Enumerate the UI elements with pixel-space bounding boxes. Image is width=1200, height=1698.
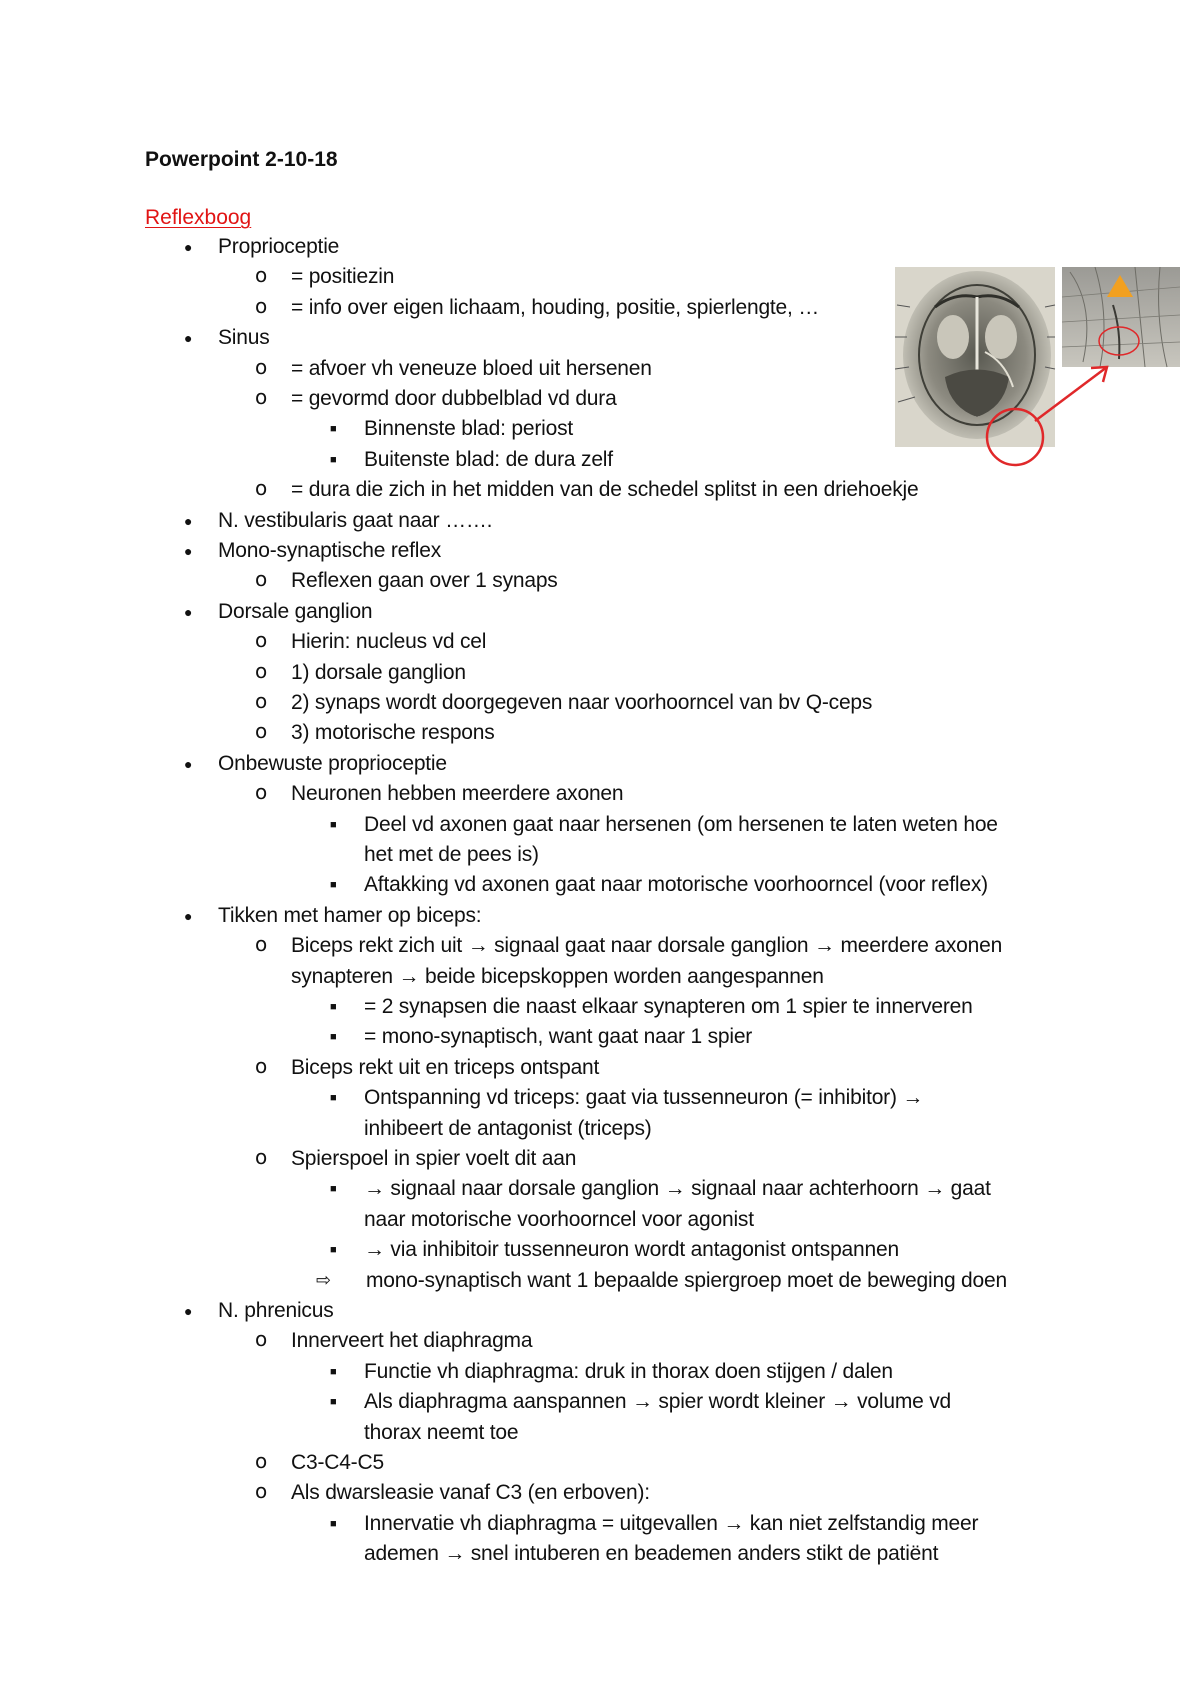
outline-line-level-2: 2) synaps wordt doorgegeven naar voorhoorncel van bv Q-ceps (291, 691, 873, 714)
bullet-marker: ■ (330, 879, 337, 892)
outline-line-level-3: Als diaphragma aanspannen → spier wordt kleiner → volume vd (364, 1390, 952, 1414)
outline-line-level-3: ademen → snel intuberen en beademen anders stikt de patiënt (364, 1542, 939, 1566)
outline-line-level-1: Mono-synaptische reflex (218, 539, 442, 562)
bullet-marker: ■ (330, 453, 337, 466)
outline-line-level-3: inhibeert de antagonist (triceps) (364, 1116, 652, 1140)
bullet-marker: ● (184, 330, 193, 347)
bullet-marker: ● (184, 603, 193, 620)
bullet-marker: ⇨ (316, 1269, 332, 1291)
outline-line-level-2: = info over eigen lichaam, houding, positie, spierlengte, … (291, 295, 820, 319)
bullet-marker: o (255, 719, 268, 744)
bullet-marker: o (255, 567, 268, 592)
outline-line-level-arrow: mono-synaptisch want 1 bepaalde spiergroep moet de beweging doen (366, 1268, 1007, 1292)
outline-line-level-2: Biceps rekt zich uit → signaal gaat naar dorsale ganglion → meerdere axonen (291, 934, 1003, 958)
outline-line-level-1: Sinus (218, 326, 270, 350)
outline-line-level-3: Binnenste blad: periost (364, 417, 574, 441)
outline-line-level-2: Biceps rekt uit en triceps ontspant (291, 1055, 600, 1079)
bullet-marker: ■ (330, 1031, 337, 1044)
outline-line-level-2: Innerveert het diaphragma (291, 1329, 533, 1353)
outline-line-level-3: Ontspanning vd triceps: gaat via tussenneuron (= inhibitor) → (364, 1086, 924, 1110)
outline-line-level-3: het met de pees is) (364, 843, 539, 866)
outline-line-level-1: N. vestibularis gaat naar ……. (218, 508, 493, 532)
bullet-marker: ■ (330, 423, 337, 436)
outline-line-level-2: Reflexen gaan over 1 synaps (291, 569, 558, 593)
outline-line-level-3: Deel vd axonen gaat naar hersenen (om hersenen te laten weten hoe (364, 812, 998, 836)
bullet-marker: ● (184, 239, 193, 255)
bullet-marker: o (255, 780, 268, 805)
bullet-marker: o (255, 1449, 268, 1473)
bullet-marker: o (255, 1053, 268, 1078)
bullet-marker: o (255, 476, 268, 501)
outline-line-level-3: thorax neemt toe (364, 1420, 519, 1444)
outline-line-level-1: Onbewuste proprioceptie (218, 751, 447, 775)
bullet-marker: o (255, 658, 268, 683)
outline-line-level-1: Dorsale ganglion (218, 599, 373, 623)
bullet-marker: ■ (330, 1092, 337, 1105)
outline-line-level-3: Innervatie vh diaphragma = uitgevallen → kan niet zelfstandig meer (364, 1511, 979, 1535)
outline-line-level-3: = 2 synapsen die naast elkaar synapteren om 1 spier te innerveren (364, 995, 973, 1018)
bullet-marker: ■ (330, 1244, 337, 1257)
outline-line-level-3: Functie vh diaphragma: druk in thorax doen stijgen / dalen (364, 1359, 893, 1383)
outline-line-level-2: Als dwarsleasie vanaf C3 (en erboven): (291, 1481, 650, 1505)
outline-line-level-3: → signaal naar dorsale ganglion → signaal naar achterhoorn → gaat (364, 1177, 991, 1201)
bullet-marker: o (255, 689, 268, 713)
bullet-marker: ● (184, 512, 193, 529)
bullet-marker: o (255, 932, 268, 957)
bullet-marker: ● (184, 543, 193, 559)
bullet-marker: ● (184, 1303, 193, 1319)
section-heading: Reflexboog (145, 206, 252, 229)
outline-line-level-2: = dura die zich in het midden van de schedel splitst in een driehoekje (291, 478, 919, 502)
outline-line-level-3: = mono-synaptisch, want gaat naar 1 spier (364, 1025, 753, 1049)
outline-line-level-1: N. phrenicus (218, 1299, 334, 1322)
document-title: Powerpoint 2-10-18 (145, 148, 338, 171)
bullet-marker: o (255, 354, 268, 379)
bullet-marker: ■ (330, 1183, 337, 1196)
outline-line-level-2: = positiezin (291, 265, 395, 289)
outline-line-level-2: synapteren → beide bicepskoppen worden aangespannen (291, 964, 824, 988)
outline-line-level-3: → via inhibitoir tussenneuron wordt antagonist ontspannen (364, 1238, 899, 1262)
bullet-marker: ■ (330, 1365, 337, 1378)
outline-line-level-1: Tikken met hamer op biceps: (218, 903, 482, 927)
outline-line-level-2: 1) dorsale ganglion (291, 660, 466, 684)
outline-line-level-2: Neuronen hebben meerdere axonen (291, 782, 624, 806)
outline-line-level-3: naar motorische voorhoorncel voor agonist (364, 1207, 754, 1231)
bullet-marker: ■ (330, 1517, 337, 1530)
outline-line-level-3: Aftakking vd axonen gaat naar motorische voorhoorncel (voor reflex) (364, 873, 988, 897)
outline-line-level-3: Buitenste blad: de dura zelf (364, 447, 613, 471)
bullet-marker: o (255, 1479, 268, 1504)
bullet-marker: o (255, 1145, 268, 1169)
outline-line-level-2: = gevormd door dubbelblad vd dura (291, 387, 617, 410)
outline-line-level-1: Proprioceptie (218, 235, 340, 258)
bullet-marker: ■ (330, 1001, 337, 1013)
outline-line-level-2: C3-C4-C5 (291, 1451, 384, 1474)
bullet-marker: ● (184, 907, 193, 924)
bullet-marker: ■ (330, 818, 337, 831)
bullet-marker: o (255, 263, 268, 288)
bullet-marker: o (255, 628, 268, 653)
outline-line-level-2: = afvoer vh veneuze bloed uit hersenen (291, 356, 652, 380)
bullet-marker: ■ (330, 1396, 337, 1409)
outline-line-level-2: Spierspoel in spier voelt dit aan (291, 1147, 577, 1170)
bullet-marker: o (255, 385, 268, 409)
bullet-marker: o (255, 1327, 268, 1352)
outline-line-level-2: Hierin: nucleus vd cel (291, 630, 487, 654)
bullet-marker: ● (184, 755, 193, 772)
skull-sinus-figure (895, 267, 1180, 477)
bullet-marker: o (255, 293, 268, 318)
outline-line-level-2: 3) motorische respons (291, 721, 495, 745)
